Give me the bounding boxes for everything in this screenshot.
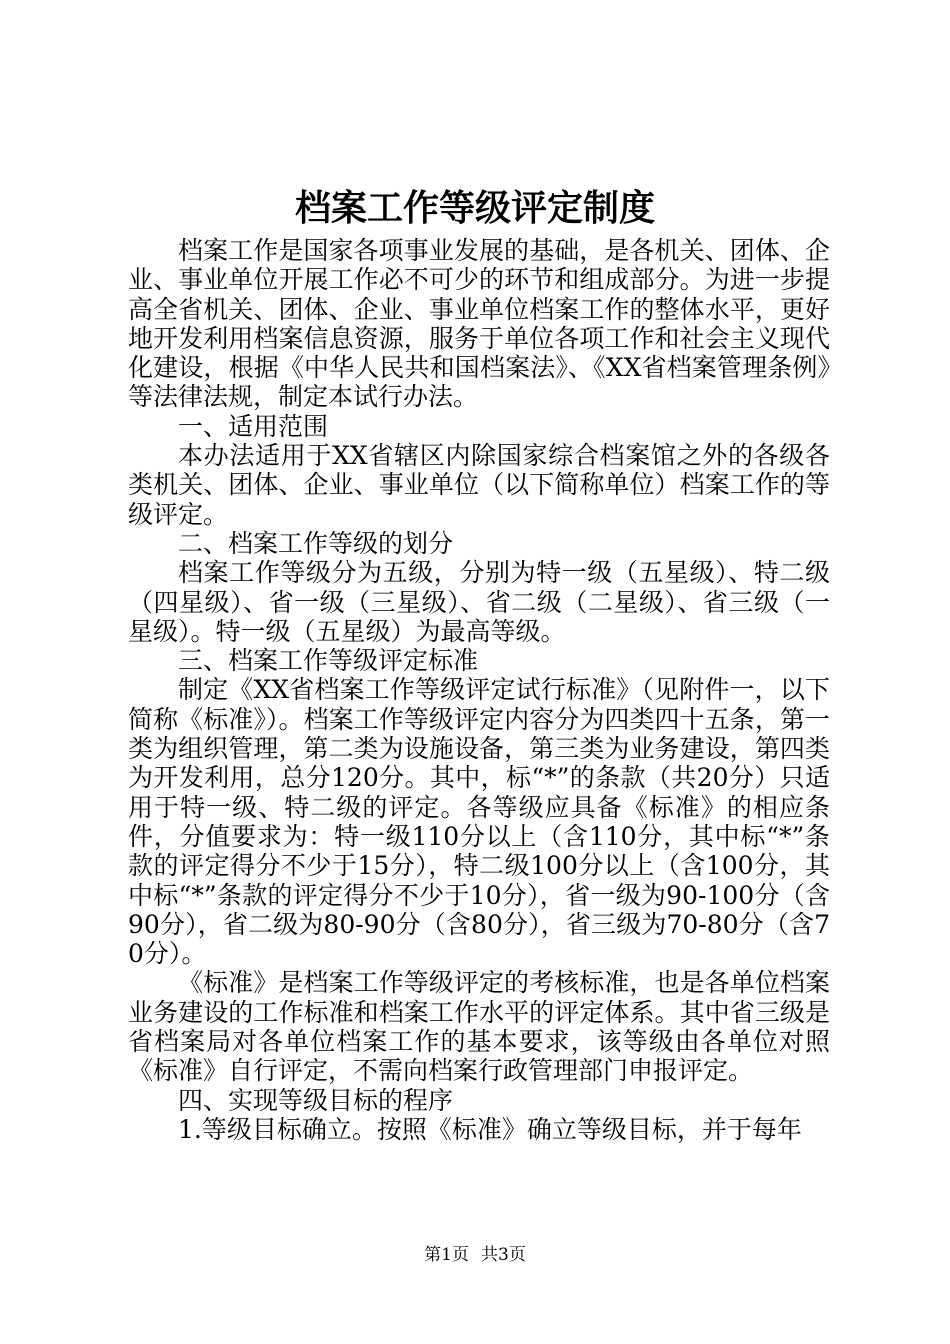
- paragraph-levels: 档案工作等级分为五级，分别为特一级（五星级）、特二级（四星级）、省一级（三星级）、省二级（二星级）、省三级（一星级）。特一级（五星级）为最高等级。: [128, 558, 830, 646]
- section-heading-procedure: 四、实现等级目标的程序: [178, 1085, 454, 1115]
- page-footer: [0, 1240, 950, 1265]
- paragraph-intro: 档案工作是国家各项事业发展的基础，是各机关、团体、企业、事业单位开展工作必不可少的环节和组成部分。为进一步提高全省机关、团体、企业、事业单位档案工作的整体水平，更好地开发利用档案信息资源，服务于单位各项工作和社会主义现代化建设，根据《中华人民共和国档案法》、《XX省档案管理条例》等法律法规，制定本试行办法。: [128, 236, 830, 412]
- paragraph-standards: 制定《XX省档案工作等级评定试行标准》（见附件一，以下简称《标准》）。档案工作等级评定内容分为四类四十五条，第一类为组织管理，第二类为设施设备，第三类为业务建设，第四类为开发利用，总分120分。其中，标“*”的条款（共20分）只适用于特一级、特二级的评定。各等级应具备《标准》的相应条件，分值要求为：特一级110分以上（含110分，其中标“*”条款的评定得分不少于15分），特二级100分以上（含100分，其中标“*”条款的评定得分不少于10分），省一级为90-100分（含90分），省二级为80-90分（含80分），省三级为70-80分（含70分）。: [128, 675, 830, 969]
- page-total: 共3页: [481, 1245, 526, 1265]
- paragraph-procedure-1: 1.等级目标确立。按照《标准》确立等级目标，并于每年: [178, 1114, 802, 1144]
- document-title: 档案工作等级评定制度: [294, 187, 655, 229]
- section-heading-scope: 一、适用范围: [178, 411, 329, 441]
- paragraph-standards-note: 《标准》是档案工作等级评定的考核标准，也是各单位档案业务建设的工作标准和档案工作水平的评定体系。其中省三级是省档案局对各单位档案工作的基本要求，该等级由各单位对照《标准》自行评定，不需向档案行政管理部门申报评定。: [128, 968, 830, 1086]
- section-heading-levels: 二、档案工作等级的划分: [178, 528, 454, 558]
- section-heading-standards: 三、档案工作等级评定标准: [178, 646, 479, 676]
- paragraph-scope: 本办法适用于XX省辖区内除国家综合档案馆之外的各级各类机关、团体、企业、事业单位（以下简称单位）档案工作的等级评定。: [128, 441, 830, 529]
- page-number: 第1页: [424, 1245, 469, 1265]
- document-body: [128, 236, 830, 1144]
